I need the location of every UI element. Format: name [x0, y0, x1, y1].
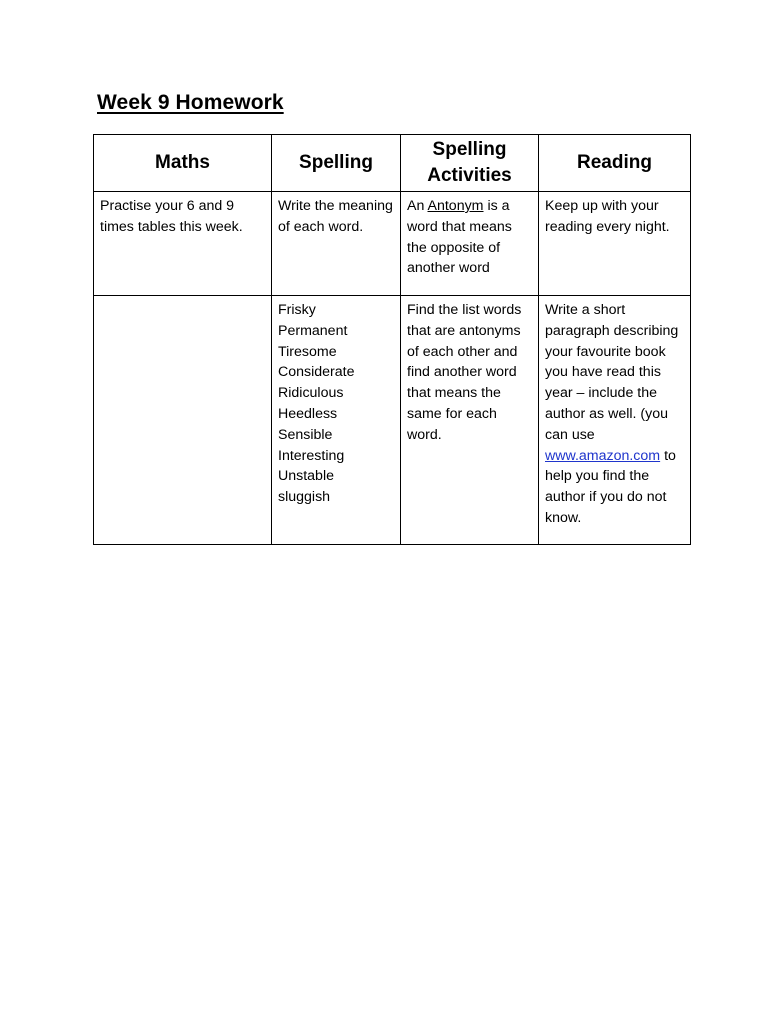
- header-spelling: Spelling: [272, 135, 401, 192]
- header-maths: Maths: [94, 135, 272, 192]
- antonym-term: Antonym: [427, 198, 484, 214]
- antonym-activity-cell: Find the list words that are antonyms of each other and find another word that means the same for each word.: [401, 296, 539, 545]
- header-spelling-activities: Spelling Activities: [401, 135, 539, 192]
- spelling-word: Tiresome: [278, 343, 337, 360]
- spelling-task-cell: Write the meaning of each word.: [272, 192, 401, 296]
- table-row: [94, 192, 691, 296]
- spelling-word: Unstable: [278, 468, 334, 485]
- spelling-word: Frisky: [278, 302, 316, 318]
- reading-instructions-end: to help you find the author if you do not know.: [545, 447, 676, 526]
- spelling-word: Heedless: [278, 405, 338, 422]
- header-reading: Reading: [539, 135, 691, 192]
- maths-task-cell: Practise your 6 and 9 times tables this week.: [94, 192, 272, 296]
- table-row: [94, 296, 691, 545]
- spelling-words-cell: [272, 296, 401, 545]
- reading-paragraph-cell: [539, 296, 691, 545]
- antonym-definition: is a word that means the opposite of another word: [407, 198, 512, 277]
- table-header-row: [94, 135, 691, 192]
- spelling-word: Interesting: [278, 447, 345, 464]
- spelling-word: Ridiculous: [278, 385, 344, 402]
- spelling-word: Considerate: [278, 364, 355, 381]
- spelling-word-list: [278, 300, 394, 508]
- page-title: Week 9 Homework: [97, 91, 284, 114]
- homework-table: [93, 134, 691, 545]
- spelling-word: sluggish: [278, 489, 331, 506]
- spelling-word: Sensible: [278, 426, 333, 443]
- activities-task-cell: [401, 192, 539, 296]
- reading-instructions: Write a short paragraph describing your favourite book you have read this year – include the author as well. (you can use: [545, 302, 679, 443]
- antonym-intro: An: [407, 198, 428, 214]
- reading-task-cell: Keep up with your reading every night.: [539, 192, 691, 296]
- spelling-word: Permanent: [278, 322, 348, 339]
- maths-empty-cell: [94, 296, 272, 545]
- amazon-link[interactable]: www.amazon.com: [545, 447, 661, 464]
